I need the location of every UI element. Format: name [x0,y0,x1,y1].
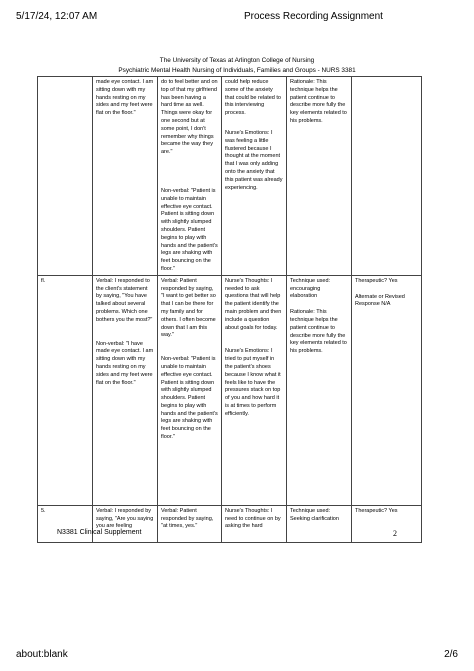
nurse-verbal: Verbal: I responded by saying, "Are you saying you are feeling [96,507,154,530]
table-row [38,275,422,505]
technique-rationale: Rationale: This technique helps the patient continue to describe more fully the key elements related to his problems. [290,309,347,355]
technique-used: Technique used: Seeking clarification [290,507,339,522]
print-url: about:blank [16,649,68,660]
heading-university: The University of Texas at Arlington College of Nursing [159,57,315,64]
therapeutic-answer: Therapeutic? Yes [355,507,398,514]
technique-used: Technique used: encouraging elaboration [290,277,331,300]
table-row [38,505,422,542]
nurse-communication-cell [93,77,158,276]
nurse-thoughts: could help reduce some of the anxiety that could be related to this interviewing process. [225,79,281,117]
print-page-count: 2/6 [444,649,458,660]
technique-cell [287,505,352,542]
print-header [16,11,458,25]
therapeutic-cell [352,77,422,276]
course-footer: N3381 Clinical Supplement [57,529,142,536]
nurse-thoughts: Nurse's Thoughts: I needed to ask questions that will help the patient identify the main problem and then include a question about goals for today. [225,277,282,331]
nurse-thoughts-cell [222,505,287,542]
nurse-thoughts: Nurse's Thoughts: I need to continue on by asking the hard [225,507,281,530]
nurse-nonverbal: made eye contact. I am sitting down with my hands resting on my sides and my feet were flat on the floor." [96,79,154,117]
technique-cell [287,77,352,276]
patient-verbal: Verbal: Patient responded by saying, "at times, yes." [161,507,214,530]
technique-cell [287,275,352,505]
patient-communication-cell [158,505,222,542]
patient-nonverbal: Non-verbal: "Patient is unable to maintain effective eye contact. Patient is sitting down with slightly slumped shoulders. Patient begins to play with hands and the patient's legs are shaking with feet bouncing on the floor." [161,356,218,441]
therapeutic-answer: Therapeutic? Yes [355,277,398,284]
nurse-communication-cell [93,275,158,505]
table-row [38,77,422,276]
interaction-number: 5. [38,505,93,542]
alternate-response: Alternate or Revised Response N/A [355,293,405,308]
nurse-emotions: Nurse's Emotions: I tried to put myself in the patient's shoes because I know what it feels like to have the pressures stack on top of you and how hard it is at times to perform efficiently. [225,348,281,417]
interaction-number: fl. [38,275,93,505]
therapeutic-cell [352,275,422,505]
nurse-thoughts-cell [222,275,287,505]
process-recording-table [37,76,422,543]
nurse-emotions: Nurse's Emotions: I was feeling a little flustered because I thought at the moment that I was only adding onto the anxiety that this patient was already experiencing. [225,129,283,191]
therapeutic-cell [352,505,422,542]
technique-rationale: Rationale: This technique helps the patient continue to describe more fully the key elements related to his problems. [290,79,347,124]
nurse-verbal: Verbal: I responded to the client's statement by saying, "You have talked about several problems. Which one bothers you the most?" [96,277,153,323]
interaction-number [38,77,93,276]
document-heading [0,56,474,76]
print-date: 5/17/24, 12:07 AM [16,11,98,22]
print-title: Process Recording Assignment [244,11,383,22]
patient-verbal: Verbal: Patient responded by saying, "I want to get better so that I can be there for my family and for others. I often become down that I am this way." [161,277,216,339]
nurse-thoughts-cell [222,77,287,276]
patient-verbal: do to feel better and on top of that my girlfriend has been having a hard time as well. Things were okay for one second but at some point, I don't remember why things became the way they are." [161,79,218,156]
patient-communication-cell [158,77,222,276]
heading-course: Psychiatric Mental Health Nursing of Individuals, Families and Groups - NURS 3381 [118,67,356,74]
patient-nonverbal: Non-verbal: "Patient is unable to maintain effective eye contact. Patient is sitting down with slightly slumped shoulders. Patient begins to play with hands and the patient's legs are shaking with feet bouncing on the floor." [161,187,218,272]
nurse-communication-cell [93,505,158,542]
document-page-number: 2 [393,529,397,538]
nurse-nonverbal: Non-verbal: "I have made eye contact. I am sitting down with my hands resting on my sides and my feet were flat on the floor." [96,340,154,386]
print-footer [16,649,458,663]
patient-communication-cell [158,275,222,505]
